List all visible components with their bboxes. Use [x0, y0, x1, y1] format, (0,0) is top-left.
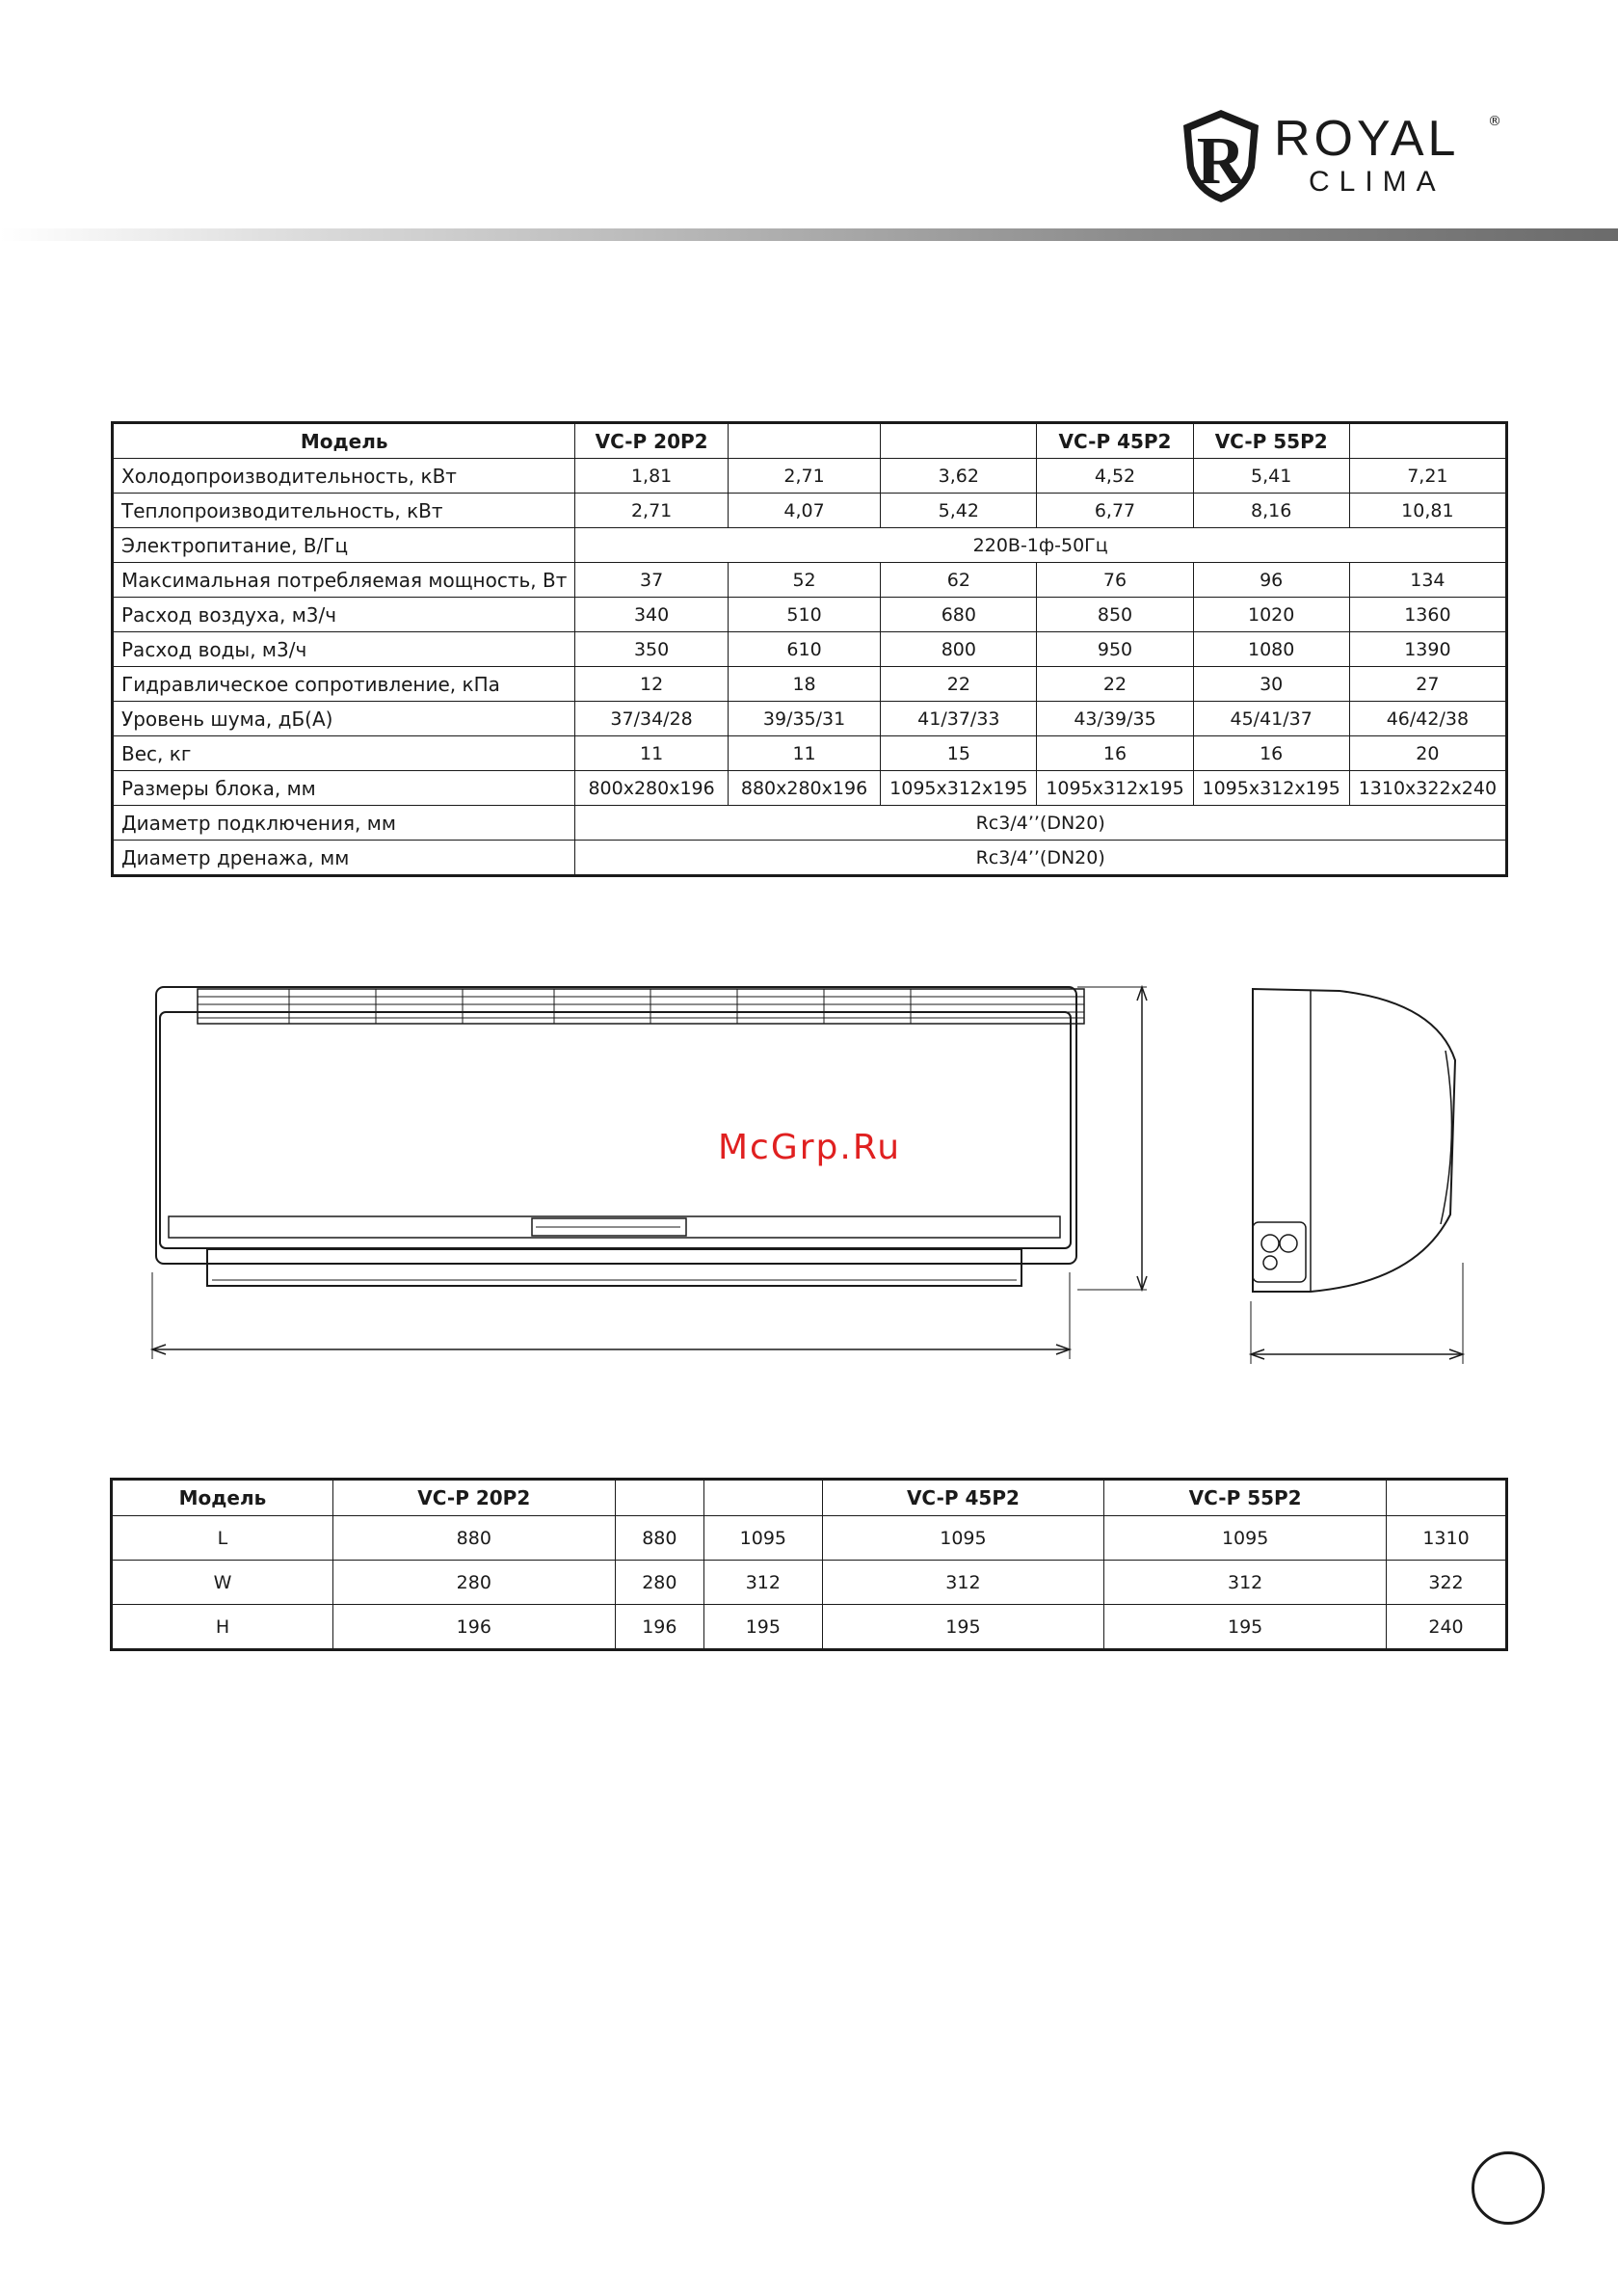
side-pipe-box	[1253, 1222, 1306, 1282]
cell: 1310x322x240	[1349, 771, 1506, 806]
merged-cell: Rc3/4’’(DN20)	[575, 841, 1507, 876]
cell: 1,81	[575, 459, 728, 494]
row-label: Теплопроизводительность, кВт	[113, 494, 575, 528]
cell: 20	[1349, 736, 1506, 771]
brand-sub: CLIMA	[1309, 166, 1446, 198]
svg-text:R: R	[1196, 124, 1246, 199]
merged-cell: Rc3/4’’(DN20)	[575, 806, 1507, 841]
table-row	[112, 1561, 1507, 1605]
cell: 280	[332, 1561, 615, 1605]
dims-model-3	[704, 1480, 822, 1516]
cell: 8,16	[1193, 494, 1349, 528]
cell: 10,81	[1349, 494, 1506, 528]
cell: 340	[575, 598, 728, 632]
cell: 2,71	[728, 459, 880, 494]
cell: 800x280x196	[575, 771, 728, 806]
cell: 1310	[1386, 1516, 1506, 1561]
cell: 800	[881, 632, 1037, 667]
header-gradient-bar	[0, 228, 1618, 241]
cell: 43/39/35	[1037, 702, 1193, 736]
cell: 18	[728, 667, 880, 702]
table-row	[113, 598, 1507, 632]
cell: 52	[728, 563, 880, 598]
cell: 610	[728, 632, 880, 667]
merged-cell: 220В-1ф-50Гц	[575, 528, 1507, 563]
dims-header-row	[112, 1480, 1507, 1516]
front-panel	[160, 1012, 1071, 1248]
spec-model-6	[1349, 423, 1506, 459]
cell: 46/42/38	[1349, 702, 1506, 736]
cell: 1095x312x195	[1193, 771, 1349, 806]
table-row	[113, 632, 1507, 667]
cell: 350	[575, 632, 728, 667]
cell: 195	[822, 1605, 1104, 1650]
brand-name: ROYAL	[1274, 111, 1460, 167]
cell: 4,07	[728, 494, 880, 528]
cell: 7,21	[1349, 459, 1506, 494]
cell: 11	[728, 736, 880, 771]
cell: 27	[1349, 667, 1506, 702]
row-label: W	[112, 1561, 333, 1605]
cell: 322	[1386, 1561, 1506, 1605]
cell: 195	[704, 1605, 822, 1650]
top-grille	[198, 989, 1084, 1024]
row-label: H	[112, 1605, 333, 1650]
dims-model-1: VC-P 20P2	[332, 1480, 615, 1516]
cell: 96	[1193, 563, 1349, 598]
grille-slats	[198, 989, 1084, 1024]
page-number-circle	[1472, 2151, 1545, 2225]
cell: 37/34/28	[575, 702, 728, 736]
table-row	[113, 667, 1507, 702]
cell: 280	[615, 1561, 703, 1605]
cell: 134	[1349, 563, 1506, 598]
row-label: Гидравлическое сопротивление, кПа	[113, 667, 575, 702]
dims-table	[110, 1478, 1508, 1651]
cell: 11	[575, 736, 728, 771]
spec-model-1: VC-P 20P2	[575, 423, 728, 459]
cell: 1095	[822, 1516, 1104, 1561]
cell: 880x280x196	[728, 771, 880, 806]
cell: 76	[1037, 563, 1193, 598]
cell: 195	[1104, 1605, 1387, 1650]
cell: 6,77	[1037, 494, 1193, 528]
spec-model-5: VC-P 55P2	[1193, 423, 1349, 459]
row-label: Размеры блока, мм	[113, 771, 575, 806]
dims-header-label: Модель	[112, 1480, 333, 1516]
dims-model-5: VC-P 55P2	[1104, 1480, 1387, 1516]
table-row	[113, 736, 1507, 771]
cell: 1095x312x195	[881, 771, 1037, 806]
row-label: Максимальная потребляемая мощность, Вт	[113, 563, 575, 598]
cell: 22	[1037, 667, 1193, 702]
cell: 1020	[1193, 598, 1349, 632]
cell: 45/41/37	[1193, 702, 1349, 736]
brand-logo	[1178, 108, 1505, 204]
spec-header-row	[113, 423, 1507, 459]
cell: 196	[332, 1605, 615, 1650]
row-label: Электропитание, В/Гц	[113, 528, 575, 563]
cell: 5,41	[1193, 459, 1349, 494]
row-label: Расход воды, м3/ч	[113, 632, 575, 667]
table-row	[113, 841, 1507, 876]
dims-model-2	[615, 1480, 703, 1516]
cell: 880	[332, 1516, 615, 1561]
table-row	[112, 1605, 1507, 1650]
cell: 1390	[1349, 632, 1506, 667]
cell: 5,42	[881, 494, 1037, 528]
row-label: Диаметр подключения, мм	[113, 806, 575, 841]
cell: 12	[575, 667, 728, 702]
cell: 39/35/31	[728, 702, 880, 736]
cell: 312	[822, 1561, 1104, 1605]
cell: 4,52	[1037, 459, 1193, 494]
watermark: McGrp.Ru	[718, 1128, 902, 1167]
table-row	[113, 563, 1507, 598]
cell: 22	[881, 667, 1037, 702]
cell: 1095x312x195	[1037, 771, 1193, 806]
row-label: Диаметр дренажа, мм	[113, 841, 575, 876]
table-row	[113, 702, 1507, 736]
cell: 950	[1037, 632, 1193, 667]
registered-mark: ®	[1488, 114, 1501, 129]
spec-model-2	[728, 423, 880, 459]
side-view-body	[1253, 989, 1455, 1292]
shield-logo-icon	[1178, 108, 1264, 204]
cell: 680	[881, 598, 1037, 632]
table-row	[113, 528, 1507, 563]
cell: 16	[1193, 736, 1349, 771]
table-row	[113, 806, 1507, 841]
spec-model-3	[881, 423, 1037, 459]
row-label: L	[112, 1516, 333, 1561]
cell: 312	[704, 1561, 822, 1605]
row-label: Холодопроизводительность, кВт	[113, 459, 575, 494]
cell: 1360	[1349, 598, 1506, 632]
cell: 312	[1104, 1561, 1387, 1605]
table-row	[113, 771, 1507, 806]
cell: 850	[1037, 598, 1193, 632]
cell: 30	[1193, 667, 1349, 702]
table-row	[113, 494, 1507, 528]
dims-model-4: VC-P 45P2	[822, 1480, 1104, 1516]
cell: 196	[615, 1605, 703, 1650]
cell: 1095	[704, 1516, 822, 1561]
row-label: Расход воздуха, м3/ч	[113, 598, 575, 632]
cell: 37	[575, 563, 728, 598]
table-row	[112, 1516, 1507, 1561]
table-row	[113, 459, 1507, 494]
spec-table	[111, 421, 1508, 877]
cell: 240	[1386, 1605, 1506, 1650]
cell: 3,62	[881, 459, 1037, 494]
spec-header-label: Модель	[113, 423, 575, 459]
spec-model-4: VC-P 45P2	[1037, 423, 1193, 459]
cell: 41/37/33	[881, 702, 1037, 736]
cell: 1095	[1104, 1516, 1387, 1561]
cell: 16	[1037, 736, 1193, 771]
row-label: Уровень шума, дБ(А)	[113, 702, 575, 736]
cell: 2,71	[575, 494, 728, 528]
cell: 15	[881, 736, 1037, 771]
cell: 1080	[1193, 632, 1349, 667]
front-view-body	[156, 987, 1076, 1264]
dims-model-6	[1386, 1480, 1506, 1516]
cell: 510	[728, 598, 880, 632]
cell: 62	[881, 563, 1037, 598]
unit-dimension-drawing	[145, 974, 1474, 1369]
cell: 880	[615, 1516, 703, 1561]
row-label: Вес, кг	[113, 736, 575, 771]
